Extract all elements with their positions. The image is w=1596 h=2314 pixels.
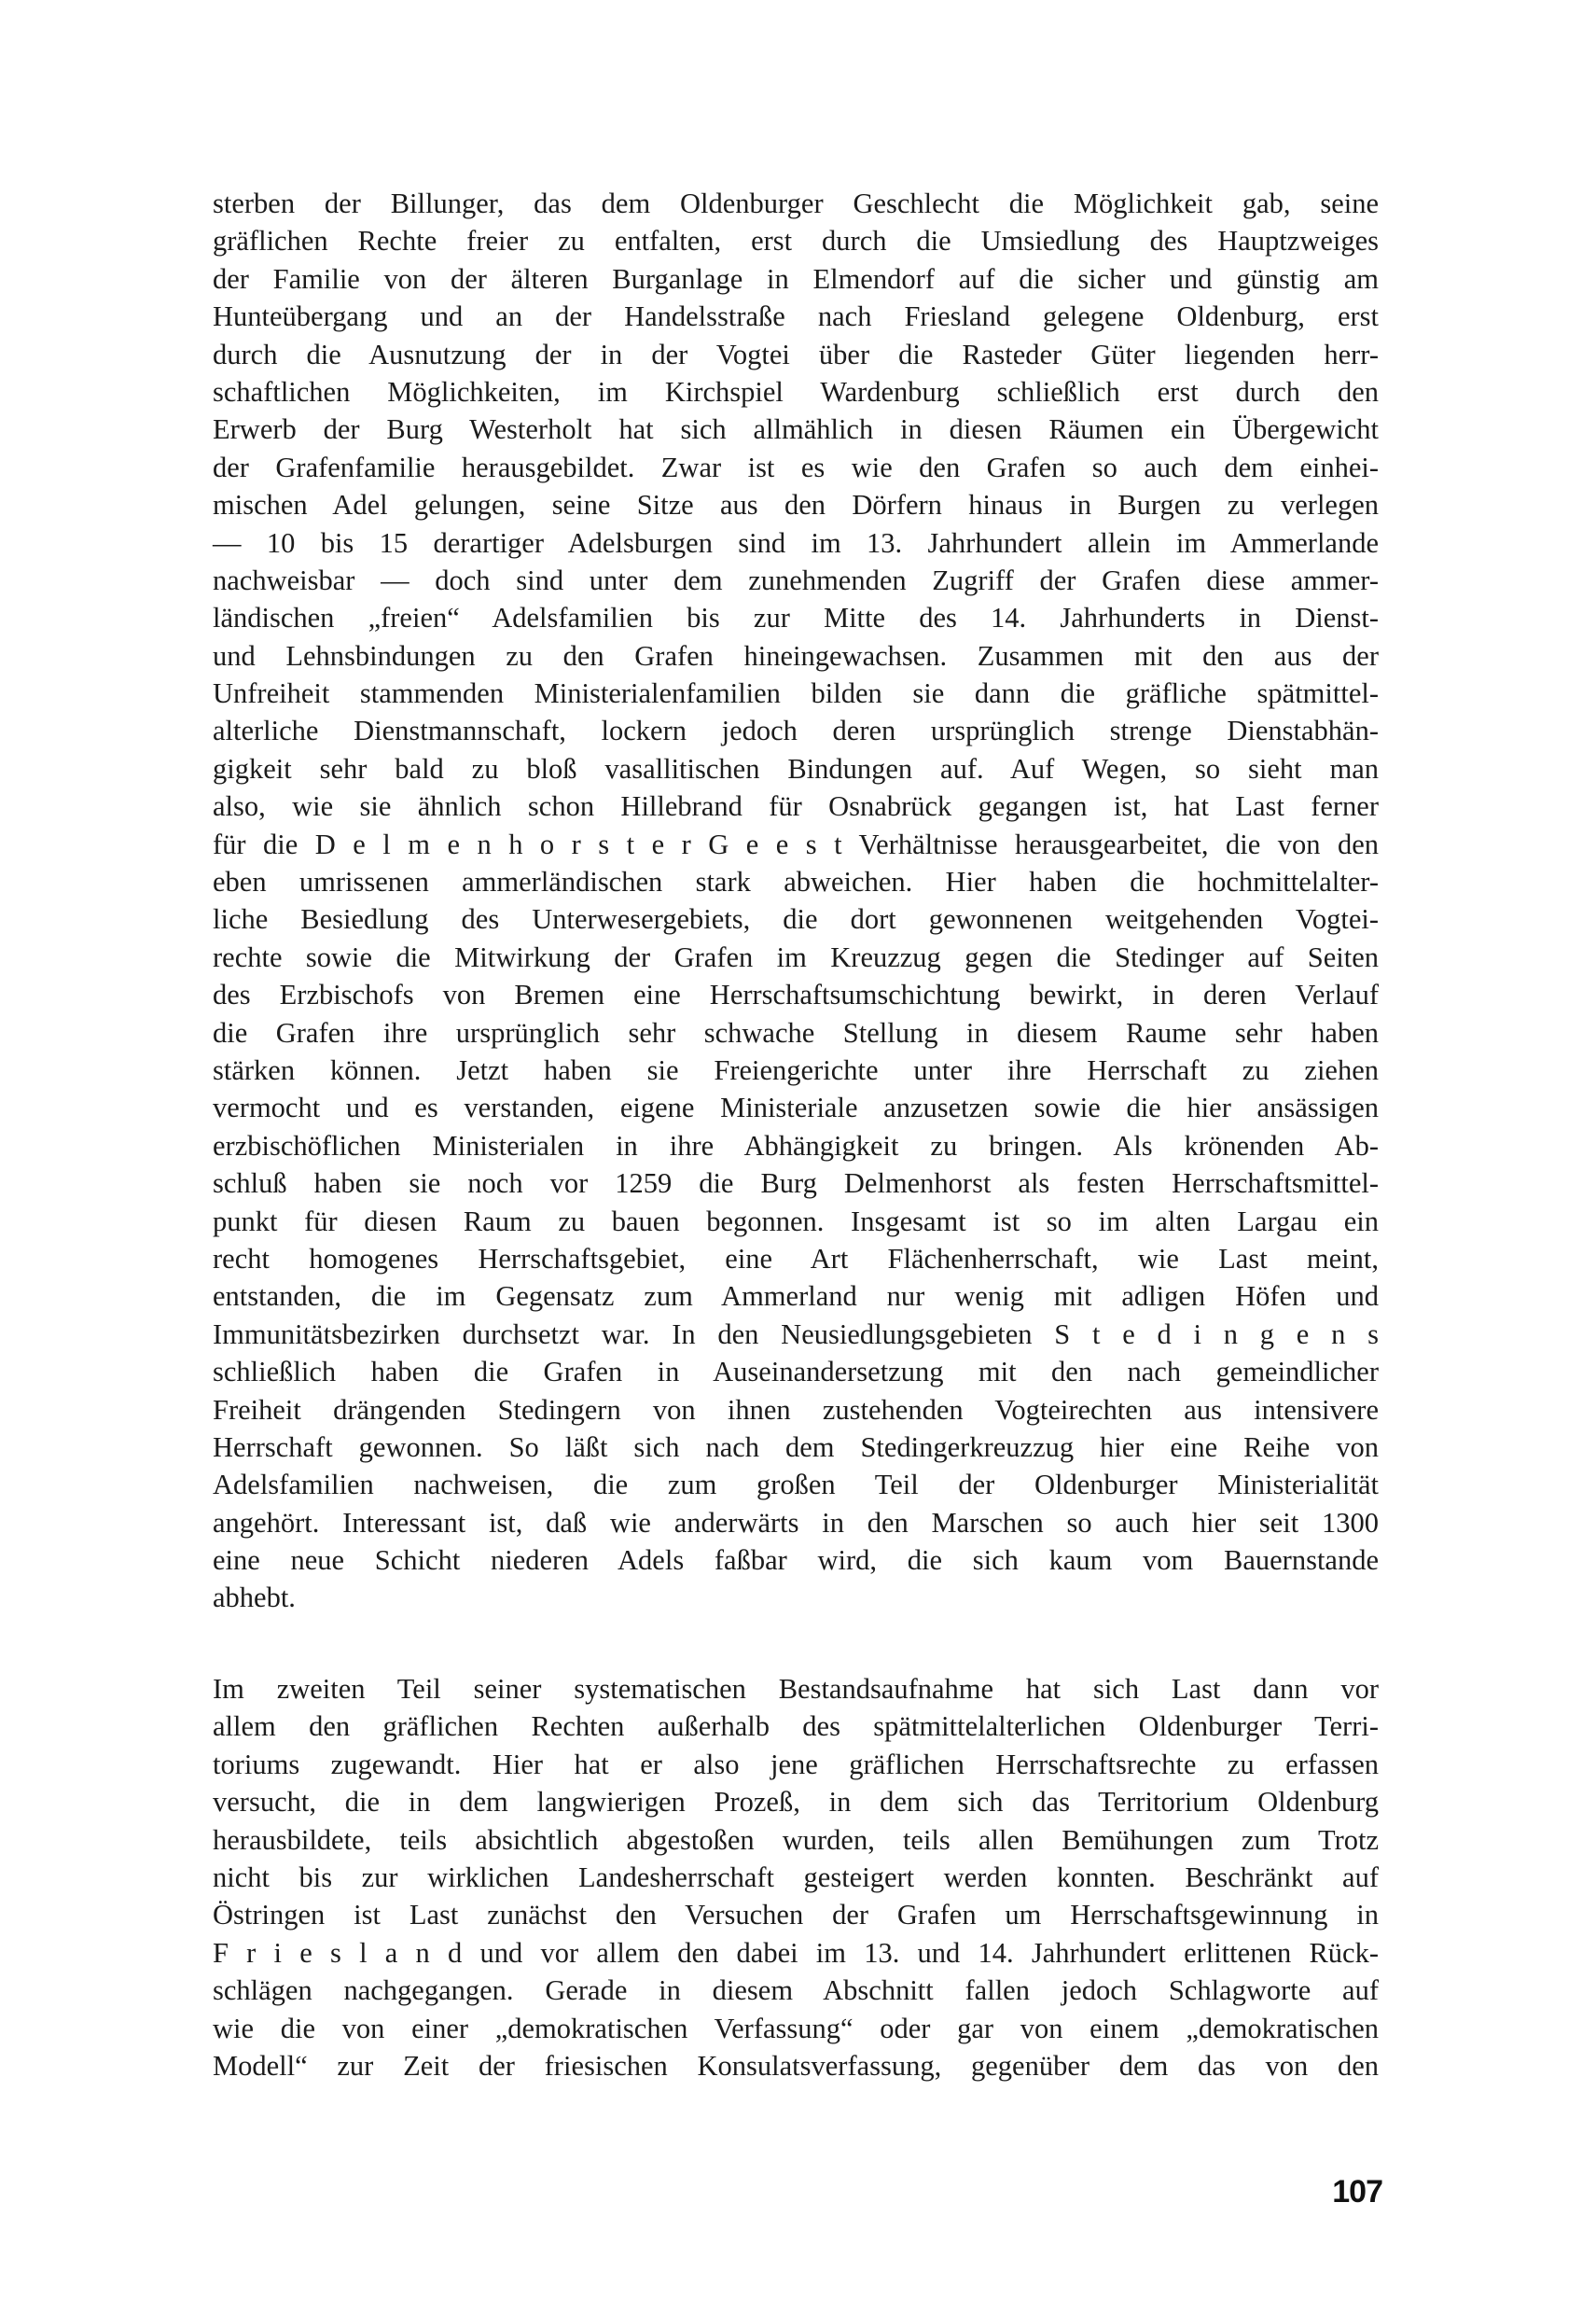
text-line: die Grafen ihre ursprünglich sehr schwache Stellung in diesem Raume sehr haben (213, 1016, 1379, 1049)
text-line: Hunteübergang und an der Handelsstraße nach Friesland gelegene Oldenburg, erst (213, 300, 1379, 333)
text-line: stärken können. Jetzt haben sie Freiengerichte unter ihre Herrschaft zu ziehen (213, 1053, 1379, 1086)
text-line: schluß haben sie noch vor 1259 die Burg Delmenhorst als festen Herrschaftsmittel- (213, 1167, 1379, 1200)
text-line: recht homogenes Herrschaftsgebiet, eine Art Flächenherrschaft, wie Last meint, (213, 1242, 1379, 1275)
text-line: allem den gräflichen Rechten außerhalb des spätmittelalterlichen Oldenburger Terri- (213, 1710, 1379, 1743)
text-line: entstanden, die im Gegensatz zum Ammerland nur wenig mit adligen Höfen und (213, 1280, 1379, 1313)
text-line: der Familie von der älteren Burganlage in Elmendorf auf die sicher und günstig am (213, 262, 1379, 295)
text-line: wie die von einer „demokratischen Verfassung“ oder gar von einem „demokratischen (213, 2012, 1379, 2044)
text-line: sterben der Billunger, das dem Oldenburger Geschlecht die Möglichkeit gab, seine (213, 188, 1379, 219)
text-line: nicht bis zur wirklichen Landesherrschaft gesteigert werden konnten. Beschränkt auf (213, 1861, 1379, 1893)
text-line: schaftlichen Möglichkeiten, im Kirchspiel Wardenburg schließlich erst durch den (213, 375, 1379, 408)
text-line: schlägen nachgegangen. Gerade in diesem Abschnitt fallen jedoch Schlagworte auf (213, 1974, 1379, 2007)
text-line: schließlich haben die Grafen in Auseinandersetzung mit den nach gemeindlicher (213, 1356, 1379, 1388)
text-line: angehört. Interessant ist, daß wie anderwärts in den Marschen so auch hier seit 1300 (213, 1506, 1379, 1539)
text-line: der Grafenfamilie herausgebildet. Zwar ist es wie den Grafen so auch dem einhei- (213, 451, 1379, 483)
text-line: des Erzbischofs von Bremen eine Herrschaftsumschichtung bewirkt, in deren Verlauf (213, 979, 1379, 1011)
text-line: eine neue Schicht niederen Adels faßbar wird, die sich kaum vom Bauernstande (213, 1544, 1379, 1577)
text-line: Östringen ist Last zunächst den Versuchen der Grafen um Herrschaftsgewinnung in (213, 1899, 1379, 1931)
text-line: Herrschaft gewonnen. So läßt sich nach dem Stedingerkreuzzug hier eine Reihe von (213, 1430, 1379, 1463)
text-line: F r i e s l a n d und vor allem den dabei im 13. und 14. Jahrhundert erlittenen Rück- (213, 1936, 1379, 1969)
text-line: also, wie sie ähnlich schon Hillebrand für Osnabrück gegangen ist, hat Last ferner (213, 790, 1379, 823)
page-number: 107 (1332, 2174, 1382, 2209)
text-line: punkt für diesen Raum zu bauen begonnen. Insgesamt ist so im alten Largau ein (213, 1205, 1379, 1237)
text-line: ländischen „freien“ Adelsfamilien bis zur Mitte des 14. Jahrhunderts in Dienst- (213, 602, 1379, 634)
text-line: Immunitätsbezirken durchsetzt war. In den Neusiedlungsgebieten S t e d i n g e n s (213, 1317, 1379, 1350)
text-line: Erwerb der Burg Westerholt hat sich allmählich in diesen Räumen ein Übergewicht (213, 413, 1379, 446)
text-line: gräflichen Rechte freier zu entfalten, erst durch die Umsiedlung des Hauptzweiges (213, 225, 1379, 258)
text-line: Adelsfamilien nachweisen, die zum großen Teil der Oldenburger Ministerialität (213, 1469, 1379, 1501)
text-line: Modell“ zur Zeit der friesischen Konsulatsverfassung, gegenüber dem das von den (213, 2049, 1379, 2082)
text-line: Im zweiten Teil seiner systematischen Bestandsaufnahme hat sich Last dann vor (213, 1673, 1379, 1705)
text-line: gigkeit sehr bald zu bloß vasallitischen Bindungen auf. Auf Wegen, so sieht man (213, 752, 1379, 785)
paragraph-2 (213, 1670, 1379, 2084)
text-line: Unfreiheit stammenden Ministerialenfamilien bilden sie dann die gräfliche spätmittel- (213, 677, 1379, 710)
text-line: — 10 bis 15 derartiger Adelsburgen sind im 13. Jahrhundert allein im Ammerlande (213, 526, 1379, 559)
text-line: rechte sowie die Mitwirkung der Grafen im Kreuzzug gegen die Stedinger auf Seiten (213, 941, 1379, 973)
text-line: eben umrissenen ammerländischen stark abweichen. Hier haben die hochmittelalter- (213, 866, 1379, 899)
text-line: und Lehnsbindungen zu den Grafen hineingewachsen. Zusammen mit den aus der (213, 639, 1379, 672)
text-line: toriums zugewandt. Hier hat er also jene gräflichen Herrschaftsrechte zu erfassen (213, 1748, 1379, 1780)
text-line: Freiheit drängenden Stedingern von ihnen zustehenden Vogteirechten aus intensivere (213, 1393, 1379, 1426)
text-line: alterliche Dienstmannschaft, lockern jedoch deren ursprünglich strenge Dienstabhän- (213, 715, 1379, 747)
text-line: durch die Ausnutzung der in der Vogtei über die Rasteder Güter liegenden herr- (213, 338, 1379, 370)
text-line: herausbildete, teils absichtlich abgestoßen wurden, teils allen Bemühungen zum Trotz (213, 1823, 1379, 1856)
text-line: abhebt. (213, 1582, 296, 1614)
text-line: liche Besiedlung des Unterwesergebiets, die dort gewonnenen weitgehenden Vogtei- (213, 903, 1379, 936)
text-line: vermocht und es verstanden, eigene Ministeriale anzusetzen sowie die hier ansässigen (213, 1092, 1379, 1124)
text-line: erzbischöflichen Ministerialen in ihre Abhängigkeit zu bringen. Als krönenden Ab- (213, 1129, 1379, 1162)
text-line: für die D e l m e n h o r s t e r G e e s t Verhältnisse herausgearbeitet, die von den (213, 828, 1379, 860)
paragraph-1 (213, 185, 1379, 1617)
text-line: nachweisbar — doch sind unter dem zunehmenden Zugriff der Grafen diese ammer- (213, 564, 1379, 596)
text-line: versucht, die in dem langwierigen Prozeß, in dem sich das Territorium Oldenburg (213, 1786, 1379, 1819)
text-line: mischen Adel gelungen, seine Sitze aus den Dörfern hinaus in Burgen zu verlegen (213, 489, 1379, 522)
